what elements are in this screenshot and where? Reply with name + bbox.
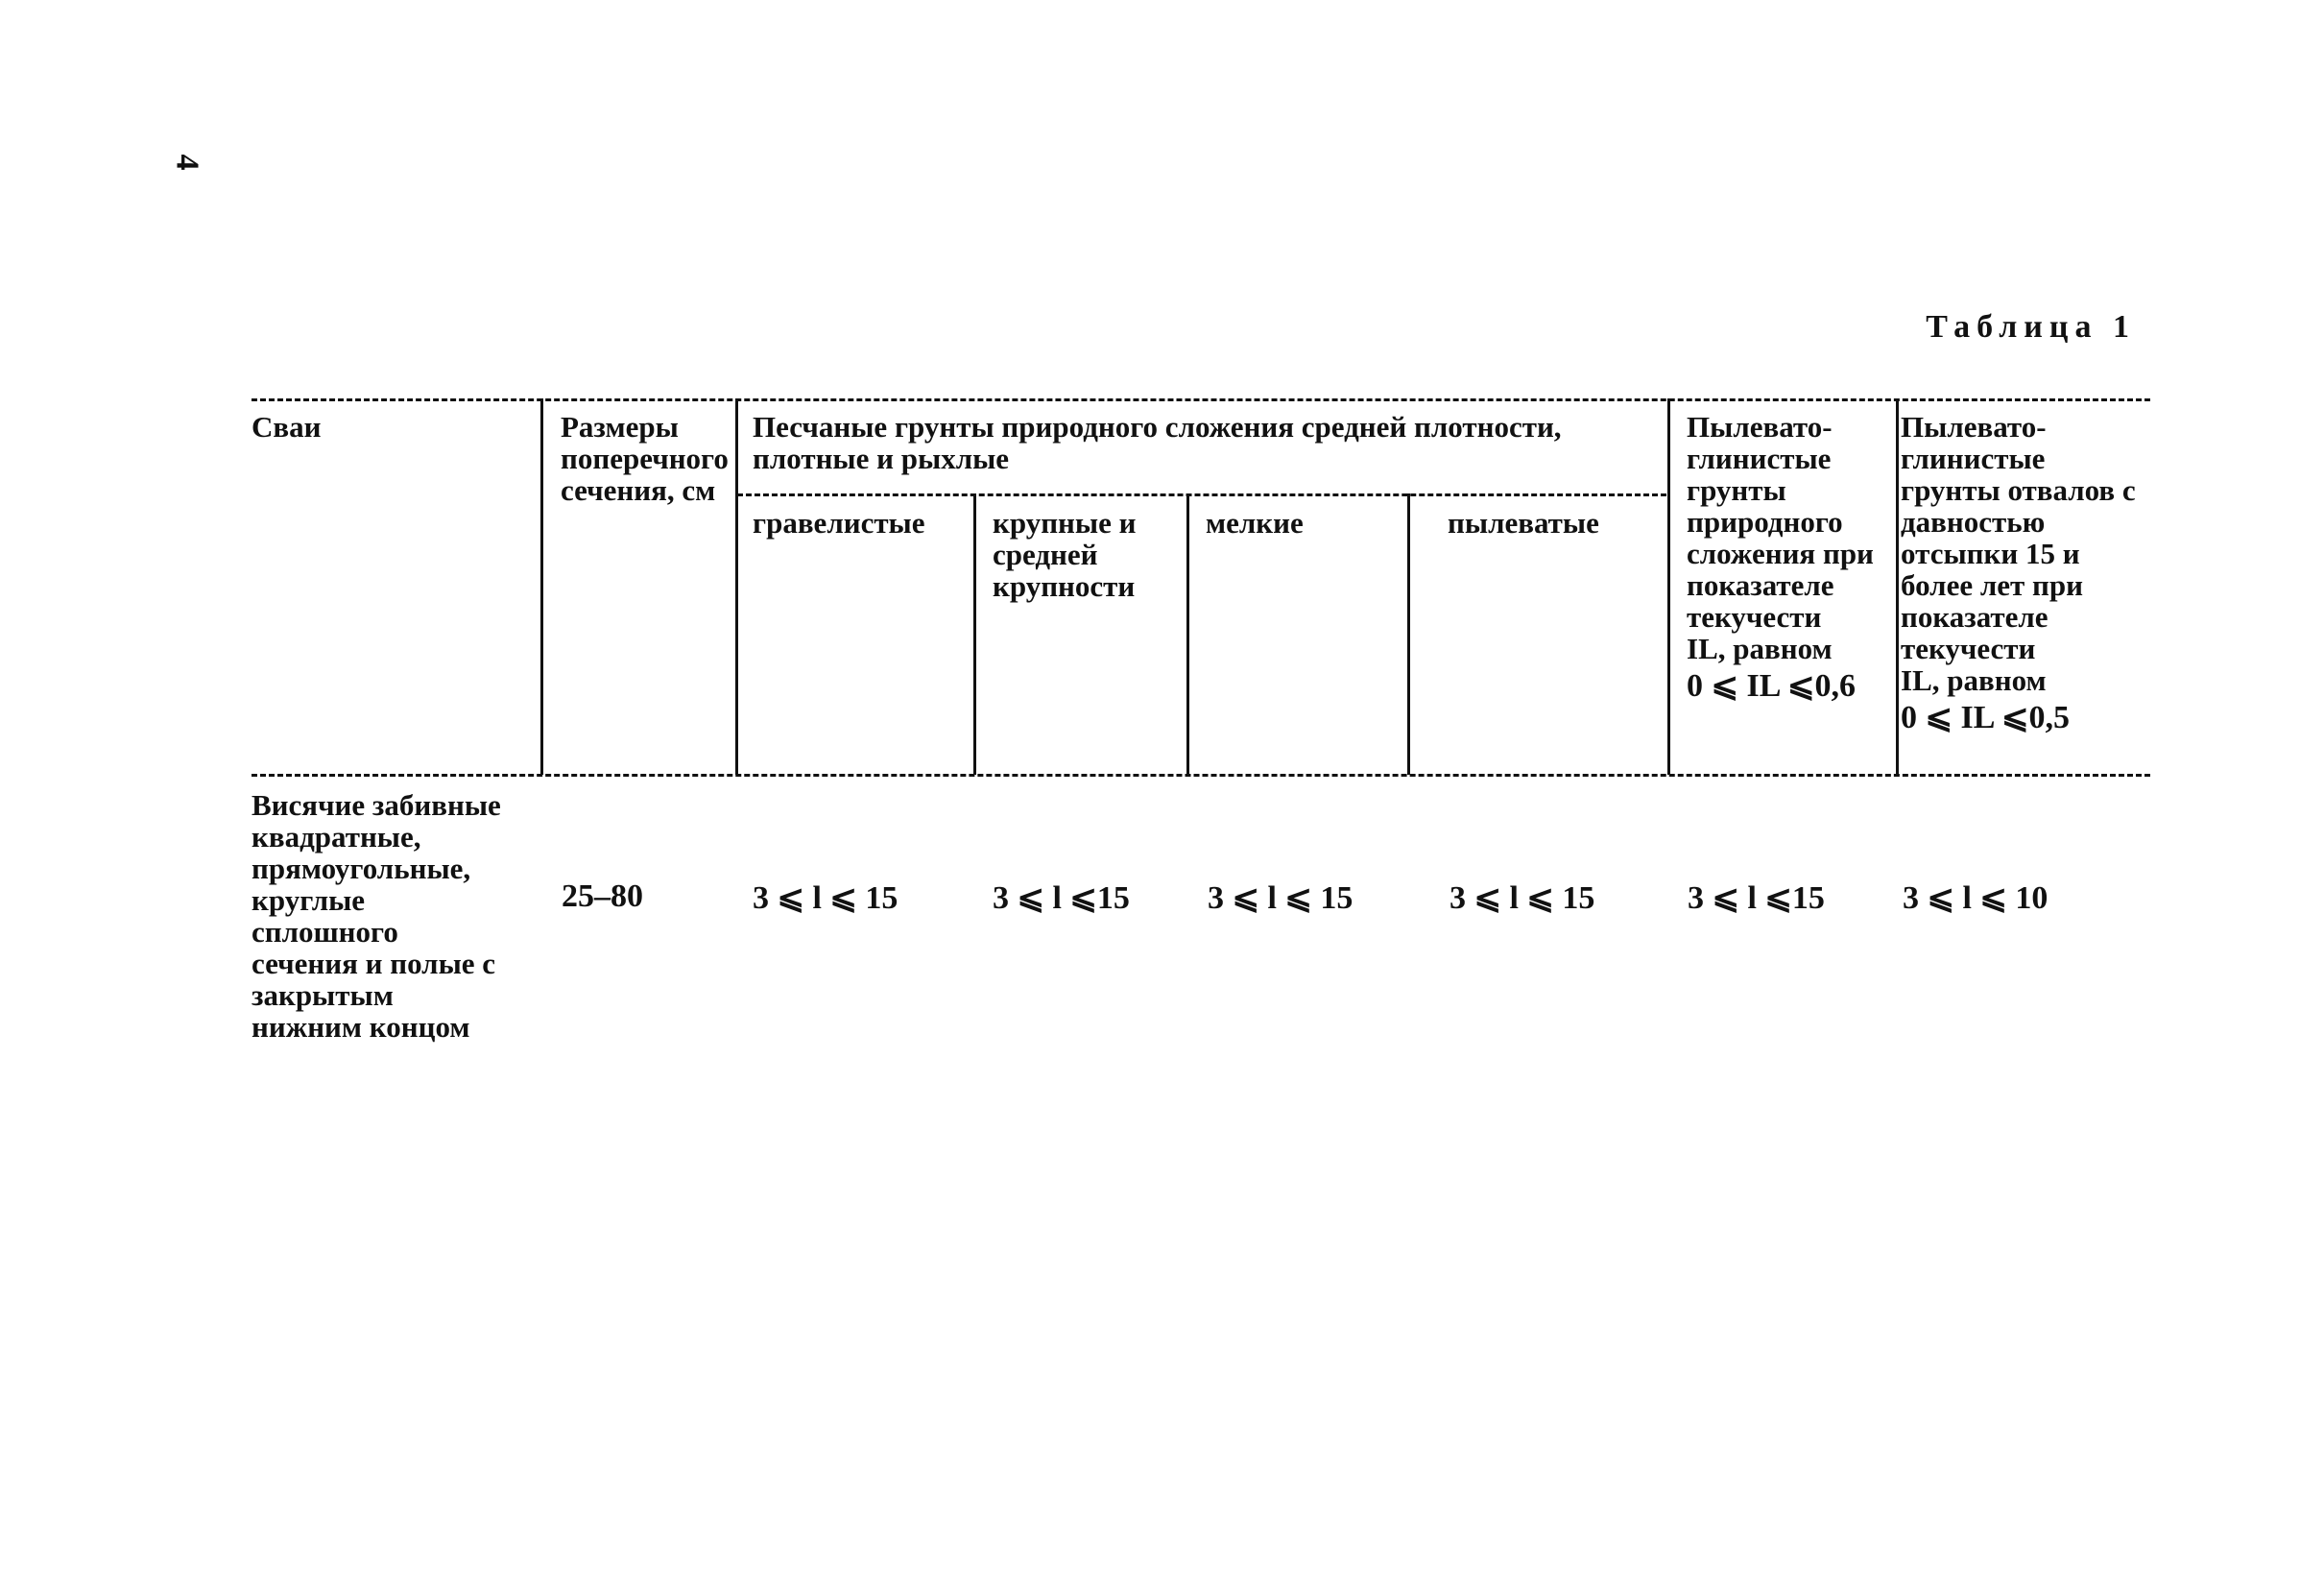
header-clay-dumps-text: Пылевато-глинистые грунты отвалов с давностью отсыпки 15 и более лет при показателе текучести xyxy=(1901,410,2136,665)
header-silty: пылеватые xyxy=(1448,506,1599,540)
header-sand-group: Песчаные грунты природного сложения средней плотности, плотные и рыхлые xyxy=(753,410,1562,475)
row-gravelly: 3 ⩽ l ⩽ 15 xyxy=(753,880,898,916)
col-divider-5 xyxy=(1407,493,1410,775)
col-divider-3 xyxy=(973,493,976,775)
header-coarse: крупные и средней крупности xyxy=(993,506,1137,603)
table-top-rule xyxy=(252,398,2150,401)
header-bottom-rule xyxy=(252,774,2150,777)
col-divider-6 xyxy=(1667,398,1670,775)
header-gravelly: гравелистые xyxy=(753,506,925,540)
col-divider-1 xyxy=(540,398,543,775)
header-clay-natural-text: Пылевато-глинистые грунты природного сложения при показателе текучести xyxy=(1687,410,1874,634)
header-clay-dumps-range: 0 ⩽ IL ⩽0,5 xyxy=(1901,700,2071,735)
col-divider-4 xyxy=(1186,493,1189,775)
sand-subheader-rule xyxy=(737,493,1666,496)
header-size: Размеры поперечного сечения, см xyxy=(561,410,729,507)
header-clay-natural xyxy=(1687,411,1890,702)
header-clay-dumps xyxy=(1901,411,2141,733)
row-size: 25–80 xyxy=(562,878,643,914)
row-silty: 3 ⩽ l ⩽ 15 xyxy=(1450,880,1595,916)
row-coarse: 3 ⩽ l ⩽15 xyxy=(993,880,1130,916)
header-fine: мелкие xyxy=(1206,506,1304,540)
row-fine: 3 ⩽ l ⩽ 15 xyxy=(1208,880,1354,916)
header-clay-natural-range: 0 ⩽ IL ⩽0,6 xyxy=(1687,668,1857,704)
col-divider-7 xyxy=(1896,398,1899,775)
header-piles: Сваи xyxy=(252,410,322,444)
page-number: 4 xyxy=(169,154,205,171)
row-pile-type: Висячие забивные квадратные, прямоугольные, круглые сплошного сечения и полые с закрытым нижним концом xyxy=(252,788,501,1044)
header-clay-dumps-il: IL, равном xyxy=(1901,663,2047,697)
table-title: Таблица 1 xyxy=(1926,309,2136,345)
row-clay-natural: 3 ⩽ l ⩽15 xyxy=(1688,880,1825,916)
header-clay-natural-il: IL, равном xyxy=(1687,632,1833,665)
col-divider-2 xyxy=(735,398,738,775)
row-clay-dumps: 3 ⩽ l ⩽ 10 xyxy=(1903,880,2048,916)
